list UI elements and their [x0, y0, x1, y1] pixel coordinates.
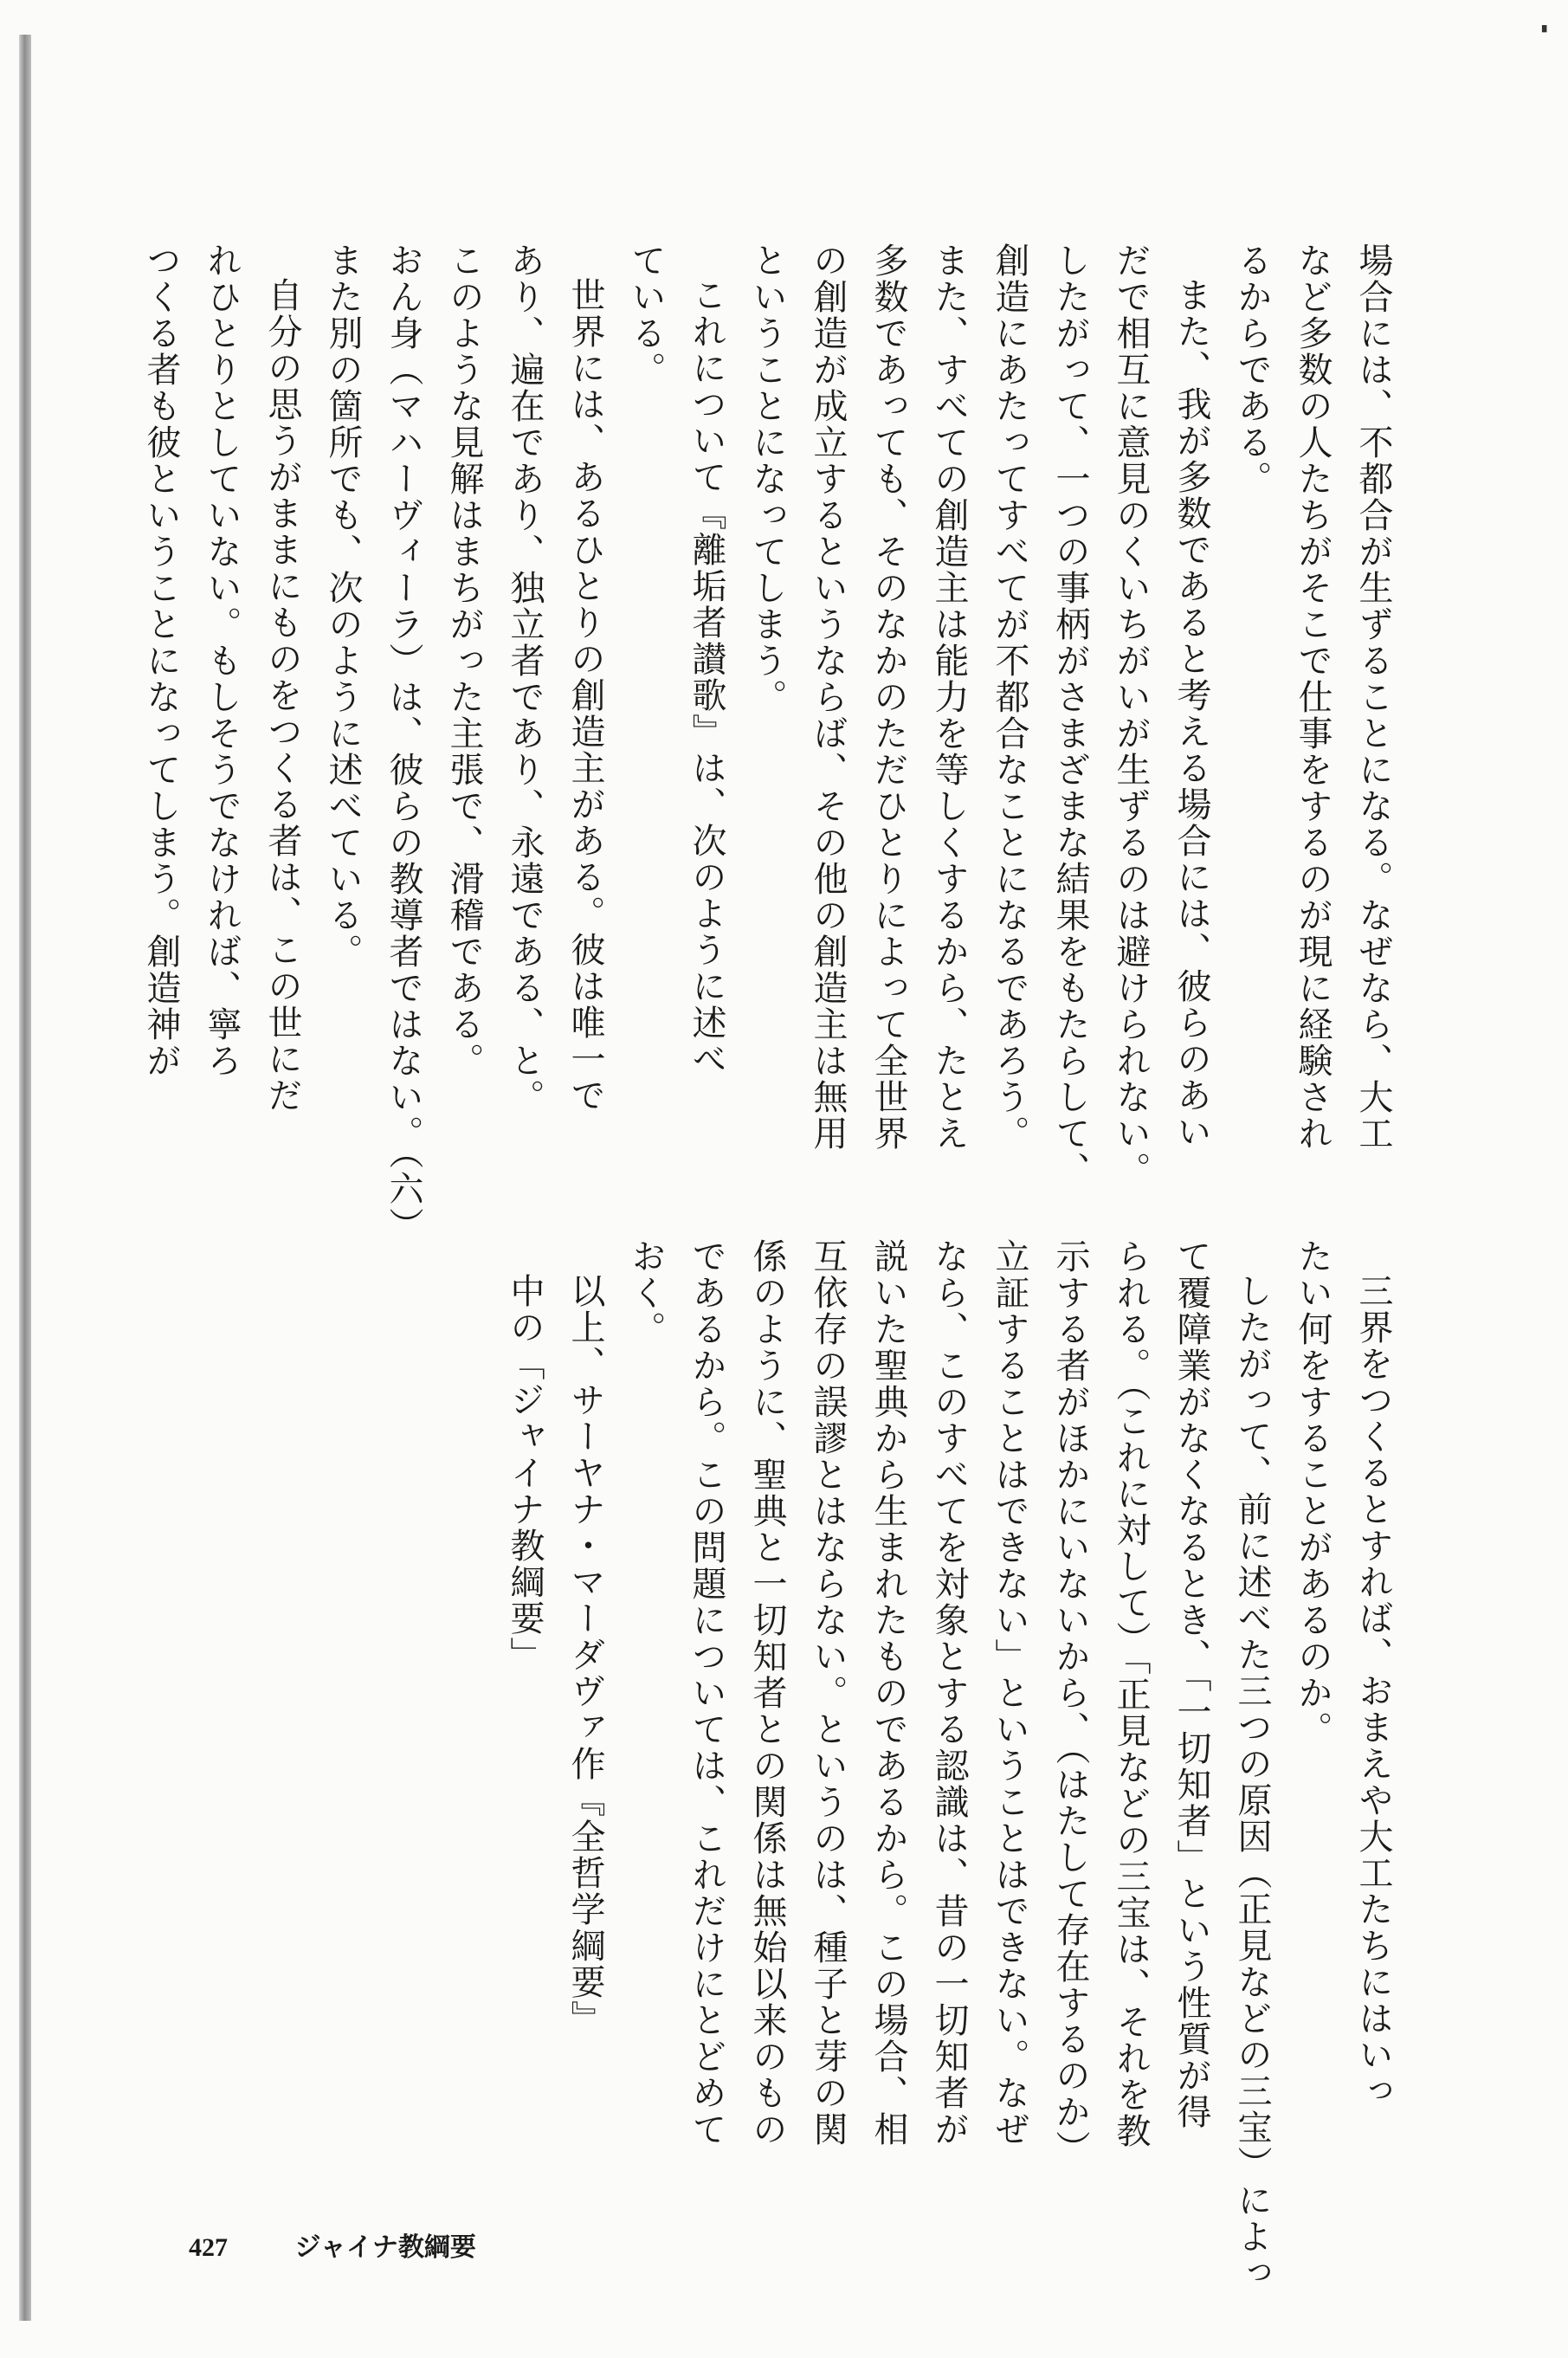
quote-line: つくる者も彼ということになってしまう。創造神が [141, 242, 181, 1079]
text-line: であるから。この問題については、これだけにとどめて [687, 1238, 726, 2148]
text-line: 多数であっても、そのなかのただひとりによって全世界 [868, 242, 908, 1152]
quote-line: あり、遍在であり、独立者であり、永遠である、と。 [505, 242, 545, 1115]
text-line: また別の箇所でも、次のように述べている。 [323, 242, 363, 970]
colophon-line: 中の「ジャイナ教綱要」 [505, 1273, 545, 1673]
quote-line: 自分の思うがままにものをつくる者は、この世にだ [262, 277, 302, 1114]
text-line: 係のように、聖典と一切知者との関係は無始以来のもの [747, 1238, 787, 2148]
text-line: 立証することはできない」ということはできない。なぜ [990, 1238, 1029, 2148]
text-line: したがって、前に述べた三つの原因（正見などの三宝）によっ [1232, 1273, 1272, 2291]
text-line: の創造が成立するというならば、その他の創造主は無用 [808, 242, 848, 1152]
text-line: だで相互に意見のくいちがいが生ずるのは避けられない。 [1111, 242, 1151, 1188]
colophon-line: 以上、サーヤナ・マーダヴァ作『全哲学綱要』 [565, 1273, 605, 2037]
lower-text-block [494, 1238, 1403, 2291]
text-line: など多数の人たちがそこで仕事をするのが現に経験され [1293, 242, 1332, 1152]
text-line: 創造にあたってすべてが不都合なことになるであろう。 [990, 242, 1029, 1152]
quote-line: れひとりとしていない。もしそうでなければ、寧ろ [202, 242, 242, 1079]
text-line: られる。（これに対して）「正見などの三宝は、それを教 [1111, 1238, 1151, 2149]
text-line: 場合には、不都合が生ずることになる。なぜなら、大工 [1353, 242, 1393, 1152]
binding-edge [19, 35, 31, 2321]
page-footer [189, 2226, 476, 2264]
text-line: したがって、一つの事柄がさまざまな結果をもたらして、 [1050, 242, 1090, 1188]
text-line: ということになってしまう。 [747, 242, 787, 715]
text-line: また、我が多数であると考える場合には、彼らのあい [1171, 277, 1211, 1150]
quote-line: 世界には、あるひとりの創造主がある。彼は唯一で [565, 277, 605, 1114]
text-line: 説いた聖典から生まれたものであるから。この場合、相 [868, 1238, 908, 2148]
text-line: これについて『離垢者讃歌』は、次のように述べ [687, 277, 726, 1077]
quote-line: たい何をすることがあるのか。 [1293, 1238, 1332, 1748]
text-line: おく。 [626, 1238, 666, 1347]
corner-mark: ▘ [1542, 26, 1552, 40]
quote-line: このような見解はまちがった主張で、滑稽である。 [444, 242, 484, 1079]
upper-text-block [141, 242, 1403, 1244]
quote-line: 三界をつくるとすれば、おまえや大工たちにはいっ [1353, 1273, 1393, 2109]
text-line: また、すべての創造主は能力を等しくするから、たとえ [929, 242, 969, 1152]
text-line: 互依存の誤謬とはならない。というのは、種子と芽の関 [808, 1238, 848, 2148]
text-line: なら、このすべてを対象とする認識は、昔の一切知者が [929, 1238, 969, 2148]
text-line: 示する者がほかにいないから、（はたして存在するのか） [1050, 1238, 1090, 2167]
text-line: ている。 [626, 242, 666, 388]
text-line: るからである。 [1232, 242, 1272, 497]
running-title: ジャイナ教綱要 [294, 2233, 476, 2262]
text-line: て覆障業がなくなるとき、「一切知者」という性質が得 [1171, 1238, 1211, 2130]
page-number: 427 [189, 2233, 228, 2262]
quote-line: おん身（マハーヴィーラ）は、彼らの教導者ではない。（六） [384, 242, 423, 1244]
